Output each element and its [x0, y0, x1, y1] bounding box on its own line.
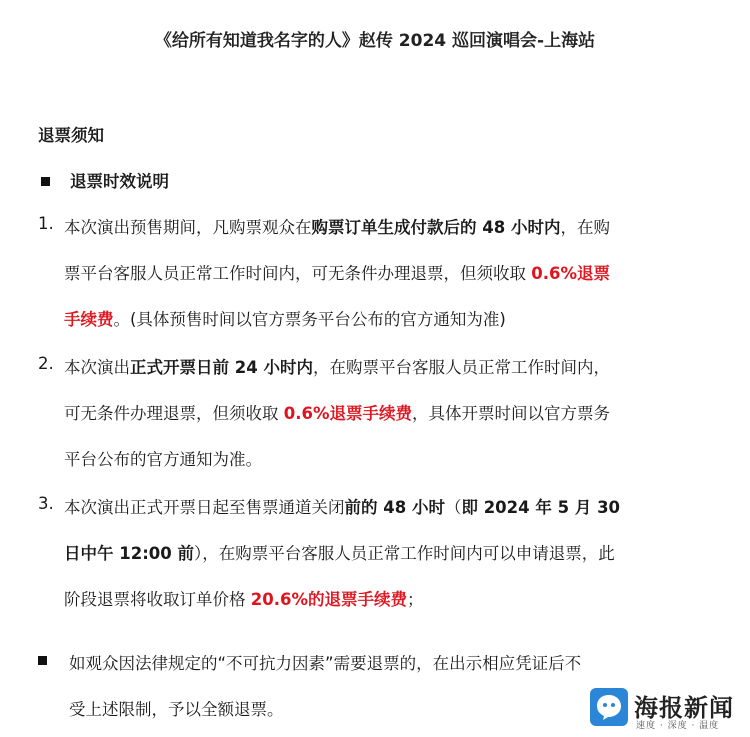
body-text: 本次演出正式开票日起至售票通道关闭: [64, 498, 345, 517]
emphasis-text: 即 2024 年 5 月 30: [461, 498, 621, 517]
item-line: [64, 446, 262, 470]
body-text: 平台公布的官方通知为准。: [64, 450, 262, 469]
body-text: 本次演出预售期间，凡购票观众在: [64, 218, 312, 237]
fee-highlight: 20.6%的退票手续费: [250, 590, 407, 609]
page-title: 《给所有知道我名字的人》赵传 2024 巡回演唱会-上海站: [154, 31, 596, 51]
body-text: 可无条件办理退票，但须收取: [64, 404, 284, 423]
body-text: ，在购: [560, 218, 610, 237]
body-text: 本次演出: [64, 358, 130, 377]
item-line: [64, 306, 506, 330]
body-text: ；: [407, 590, 424, 609]
emphasis-text: 日中午 12:00 前: [64, 544, 195, 563]
note-line: 如观众因法律规定的“不可抗力因素”需要退票的，在出示相应凭证后不: [69, 654, 582, 673]
watermark-slogan: 速度 · 深度 · 温度: [636, 721, 720, 731]
item-number: 1.: [38, 214, 54, 233]
emphasis-text: 前的 48 小时: [344, 498, 445, 517]
body-text: ，具体开票时间以官方票务: [412, 404, 611, 423]
watermark-logo: [590, 688, 740, 732]
section-heading: 退票须知: [38, 126, 104, 145]
item-line: [64, 260, 610, 284]
emphasis-text: 正式开票日前 24 小时内: [130, 358, 313, 377]
body-text: （: [444, 498, 462, 517]
item-line: [64, 400, 610, 424]
subsection-heading-label: 退票时效说明: [70, 172, 169, 191]
bullet-square-icon: [41, 177, 50, 186]
note-line: 受上述限制，予以全额退票。: [69, 700, 284, 719]
emphasis-text: 购票订单生成付款后的 48 小时内: [311, 218, 561, 237]
item-line: [64, 214, 610, 238]
item-number: 3.: [38, 494, 54, 513]
bullet-square-icon: [38, 656, 47, 665]
item-line: [64, 586, 424, 610]
item-line: [64, 354, 610, 378]
watermark-name: 海报新闻: [634, 694, 734, 722]
fee-highlight: 0.6%退票: [531, 264, 611, 283]
item-line: [64, 540, 615, 564]
body-text: 票平台客服人员正常工作时间内，可无条件办理退票，但须收取: [64, 264, 532, 283]
body-text: ），在购票平台客服人员正常工作时间内可以申请退票，此: [194, 544, 615, 563]
body-text: 阶段退票将收取订单价格: [64, 590, 251, 609]
subsection-heading: [38, 168, 169, 192]
body-text: ，在购票平台客服人员正常工作时间内，: [312, 358, 610, 377]
speech-bubble-icon: [590, 688, 628, 726]
body-text: 。(具体预售时间以官方票务平台公布的官方通知为准): [113, 310, 506, 329]
fee-highlight: 手续费: [64, 310, 114, 329]
fee-highlight: 0.6%退票手续费: [283, 404, 413, 423]
item-line: [64, 494, 620, 518]
item-number: 2.: [38, 354, 54, 373]
